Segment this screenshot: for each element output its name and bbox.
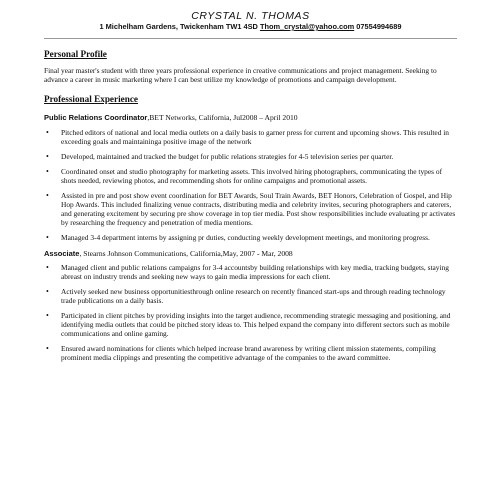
bullet-text: Assisted in pre and post show event coordination for BET Awards, Soul Train Awards, BET Honors, Celebration of Gospel, and Hip Hop Awards. This included finalizing venue contracts, distributing media and celebrity invites, securing photographers and caterers, and generating excitement by securing pre show coverage in top tier media. Post show responsibilities include evaluating pr activates by researching the frequency and penetration of media mentions. [61,191,456,227]
bullet-icon: • [46,311,49,321]
list-item [44,264,457,282]
bullet-text: Managed client and public relations campaigns for 3-4 accountsby building relationships with key media, tracking budgets, staying abreast on industry trends and seeking new ways to gain media impressions for each client. [61,263,449,282]
bullet-icon: • [46,151,49,161]
list-item [44,312,457,339]
bullet-icon: • [46,263,49,273]
profile-text: Final year master's student with three years professional experience in creative communications and project management. Seeking to advance a career in music marketing where I can best utilize my knowledge of promotions and campaign development. [44,66,437,85]
contact-line [44,22,457,32]
bullet-icon: • [46,127,49,137]
bullet-text: Pitched editors of national and local media outlets on a daily basis to garner press for current and upcoming shows. This resulted in exceeding goals and maintaininga positive image of the network [61,127,449,146]
list-item [44,345,457,363]
bullet-text: Coordinated onset and studio photography for marketing assets. This involved hiring photographers, communicating the types of shots needed, reviewing photos, and recommending shots for online campaigns and promotional assets. [61,167,443,185]
list-item [44,192,457,228]
list-item [44,129,457,147]
bullet-text: Ensured award nominations for clients which helped increase brand awareness by writing client mission statements, compiling prominent media clippings and presenting the competitive advantage of the companies to the award committee. [61,344,436,363]
header-divider [44,38,457,39]
email-link[interactable]: Thom_crystal@yahoo.com [259,22,355,31]
job-details: ,BET Networks, California, Jul2008 – April 2010 [147,113,298,123]
job-role: Associate [44,248,80,258]
bullet-icon: • [46,191,49,200]
bullet-text: Participated in client pitches by providing insights into the target audience, recommending strategic messaging and positioning, and identifying media outlets that could be pitched story ideas to. This helped expand the company into different sectors such as mobile communications and online gaming. [61,311,451,339]
bullet-icon: • [46,344,49,354]
bullet-icon: • [46,232,49,242]
phone: 07554994689 [354,22,402,31]
job-bullets [44,264,457,363]
bullet-icon: • [46,167,49,176]
address: 1 Michelham Gardens, Twickenham TW1 4SD [99,22,260,31]
list-item [44,153,457,162]
bullet-text: Managed 3-4 department interns by assigning pr duties, conducting weekly development meetings, and monitoring progress. [61,232,430,242]
bullet-text: Developed, maintained and tracked the budget for public relations strategies for 4-5 television series per quarter. [61,151,394,161]
job-header [44,113,457,123]
job-header [44,249,457,259]
list-item [44,288,457,306]
bullet-text: Actively seeked new business opportunitiesthrough online research on recently financed start-ups and through reading technology trade publications on a daily basis. [61,287,446,306]
candidate-name: CRYSTAL N. THOMAS [191,10,310,22]
job-role: Public Relations Coordinator [44,113,148,123]
bullet-icon: • [46,287,49,297]
job-bullets [44,129,457,243]
experience-heading: Professional Experience [44,94,138,105]
list-item [44,168,457,186]
profile-heading: Personal Profile [44,49,107,59]
list-item [44,234,457,243]
job-details: , Stearns Johnson Communications, California,May, 2007 - Mar, 2008 [79,248,293,258]
